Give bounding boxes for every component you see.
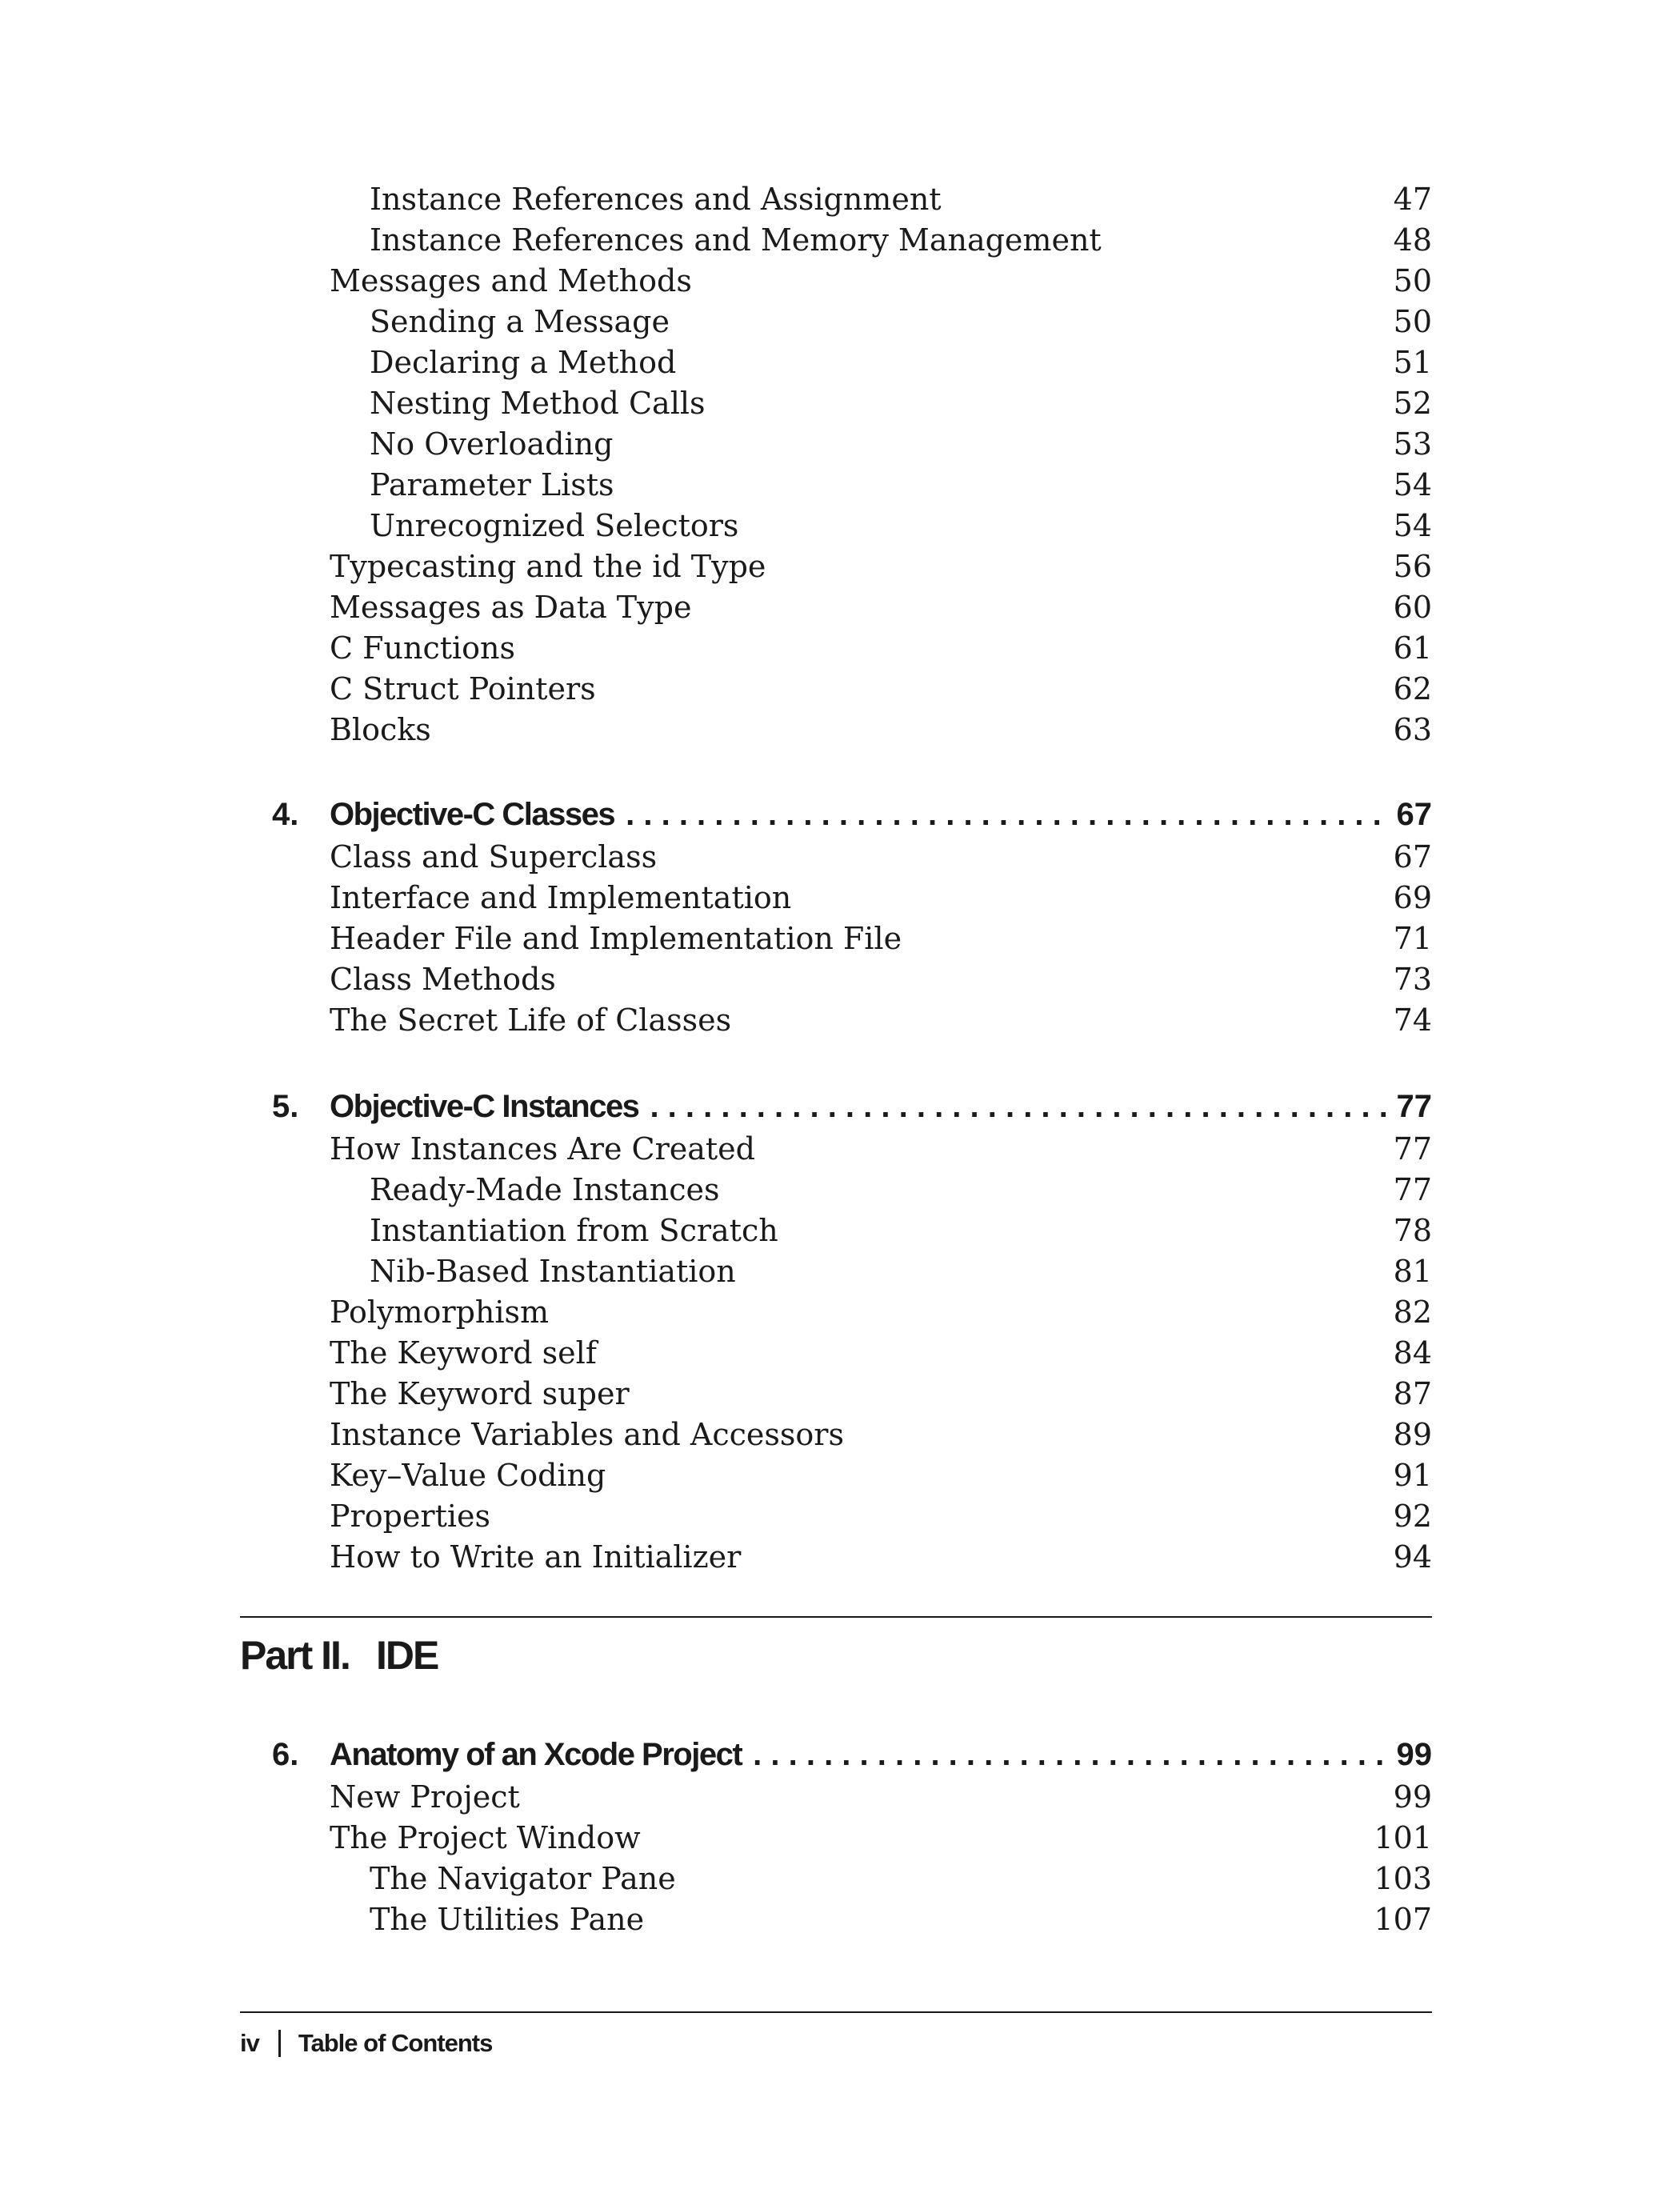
toc-entry-page: 50 xyxy=(1393,263,1432,298)
toc-entry-page: 51 xyxy=(1393,345,1432,380)
toc-entry-title: The Utilities Pane xyxy=(370,1902,645,1937)
chapter-title: Anatomy of an Xcode Project xyxy=(330,1737,742,1772)
toc-entry[interactable] xyxy=(240,1292,1432,1333)
toc-entry-title: New Project xyxy=(330,1779,520,1815)
toc-entry[interactable] xyxy=(240,342,1432,383)
dot-leader xyxy=(626,792,1390,837)
toc-entry-page: 48 xyxy=(1393,222,1432,258)
toc-entry-title: Parameter Lists xyxy=(370,467,614,502)
toc-entry[interactable] xyxy=(240,1496,1432,1537)
toc-entry-page: 77 xyxy=(1393,1172,1432,1207)
toc-entry[interactable] xyxy=(240,220,1432,261)
toc-entry[interactable] xyxy=(240,1000,1432,1041)
toc-entry-page: 56 xyxy=(1393,549,1432,584)
toc-entry-title: The Project Window xyxy=(330,1820,641,1855)
chapter-number: 4. xyxy=(272,797,299,832)
footer-separator xyxy=(278,2030,281,2057)
toc-entry-page: 73 xyxy=(1393,962,1432,997)
toc-entry-title: Unrecognized Selectors xyxy=(370,508,739,543)
toc-entry-page: 62 xyxy=(1393,671,1432,706)
toc-entry-title: Interface and Implementation xyxy=(330,880,792,915)
toc-entry-page: 61 xyxy=(1393,630,1432,666)
toc-entry-title: Nesting Method Calls xyxy=(370,386,706,421)
toc-entry-title: Declaring a Method xyxy=(370,345,677,380)
toc-entry[interactable] xyxy=(240,1374,1432,1415)
chapter-4-section xyxy=(240,792,1432,1041)
toc-entry-page: 101 xyxy=(1374,1820,1432,1855)
toc-entry-title: Nib-Based Instantiation xyxy=(370,1254,736,1289)
toc-entry-title: How Instances Are Created xyxy=(330,1131,755,1167)
toc-entry-title: Class Methods xyxy=(330,962,556,997)
chapter-number: 5. xyxy=(272,1089,299,1124)
toc-entry-page: 91 xyxy=(1393,1458,1432,1493)
toc-entry-page: 107 xyxy=(1374,1902,1432,1937)
toc-entry-page: 53 xyxy=(1393,426,1432,462)
toc-entry-title: The Secret Life of Classes xyxy=(330,1002,732,1038)
chapter-page: 99 xyxy=(1396,1737,1432,1772)
chapter-heading[interactable] xyxy=(240,792,1432,837)
toc-entry-title: Sending a Message xyxy=(370,304,670,339)
toc-entry-page: 99 xyxy=(1393,1779,1432,1815)
toc-entry-page: 84 xyxy=(1393,1335,1432,1371)
toc-entry[interactable] xyxy=(240,1455,1432,1496)
toc-entry[interactable] xyxy=(240,1333,1432,1374)
toc-entry-page: 50 xyxy=(1393,304,1432,339)
toc-entry-page: 94 xyxy=(1393,1539,1432,1575)
dot-leader xyxy=(753,1732,1390,1777)
part-label: Part II. xyxy=(240,1633,350,1678)
toc-entry[interactable] xyxy=(240,424,1432,465)
toc-entry[interactable] xyxy=(240,1537,1432,1578)
toc-entry[interactable] xyxy=(240,1129,1432,1170)
toc-entry-page: 54 xyxy=(1393,508,1432,543)
toc-entry-page: 81 xyxy=(1393,1254,1432,1289)
footer-running-title: Table of Contents xyxy=(298,2029,493,2057)
toc-entry[interactable] xyxy=(240,1415,1432,1455)
toc-entry-title: C Functions xyxy=(330,630,516,666)
toc-entry-page: 103 xyxy=(1374,1861,1432,1896)
toc-entry[interactable] xyxy=(240,383,1432,424)
toc-entry-title: Typecasting and the id Type xyxy=(330,549,766,584)
toc-entry-title: How to Write an Initializer xyxy=(330,1539,742,1575)
page-footer xyxy=(240,2029,492,2058)
toc-entry[interactable] xyxy=(240,302,1432,342)
toc-entry-title: Instance References and Memory Management xyxy=(370,222,1102,258)
part-divider-rule xyxy=(240,1616,1432,1618)
toc-entry-page: 74 xyxy=(1393,1002,1432,1038)
toc-entry[interactable] xyxy=(240,1859,1432,1899)
toc-entry-page: 87 xyxy=(1393,1376,1432,1411)
toc-entry[interactable] xyxy=(240,465,1432,506)
chapter-title: Objective-C Instances xyxy=(330,1089,639,1124)
toc-entry-page: 69 xyxy=(1393,880,1432,915)
toc-entry-title: Ready-Made Instances xyxy=(370,1172,720,1207)
toc-entry[interactable] xyxy=(240,261,1432,302)
chapter-6-section xyxy=(240,1732,1432,1940)
toc-entry-title: No Overloading xyxy=(370,426,614,462)
toc-entry[interactable] xyxy=(240,878,1432,918)
toc-entry-page: 63 xyxy=(1393,712,1432,747)
toc-entry[interactable] xyxy=(240,1777,1432,1818)
chapter-heading[interactable] xyxy=(240,1084,1432,1129)
toc-entry-title: The Navigator Pane xyxy=(370,1861,676,1896)
toc-entry-page: 54 xyxy=(1393,467,1432,502)
toc-entry[interactable] xyxy=(240,959,1432,1000)
chapter-5-section xyxy=(240,1084,1432,1578)
toc-entry-page: 52 xyxy=(1393,386,1432,421)
toc-entry-page: 47 xyxy=(1393,182,1432,217)
toc-entry[interactable] xyxy=(240,179,1432,220)
toc-entry[interactable] xyxy=(240,837,1432,878)
toc-entry-page: 92 xyxy=(1393,1499,1432,1534)
chapter-page: 77 xyxy=(1396,1089,1432,1124)
toc-entry[interactable] xyxy=(240,1818,1432,1859)
toc-entry-title: Class and Superclass xyxy=(330,839,658,874)
toc-entry-title: Messages and Methods xyxy=(330,263,692,298)
toc-entry-title: Instance References and Assignment xyxy=(370,182,942,217)
chapter-page: 67 xyxy=(1396,797,1432,832)
toc-entry-page: 77 xyxy=(1393,1131,1432,1167)
toc-entry-title: Messages as Data Type xyxy=(330,590,692,625)
toc-entry-title: The Keyword super xyxy=(330,1376,630,1411)
toc-entry[interactable] xyxy=(240,1251,1432,1292)
toc-entry[interactable] xyxy=(240,506,1432,546)
toc-entry-title: Polymorphism xyxy=(330,1295,550,1330)
toc-entry[interactable] xyxy=(240,669,1432,710)
toc-entry[interactable] xyxy=(240,1170,1432,1211)
part-title: IDE xyxy=(376,1633,438,1678)
toc-entry-title: Header File and Implementation File xyxy=(330,921,902,956)
toc-entry-title: Instantiation from Scratch xyxy=(370,1213,778,1248)
toc-entry-title: Instance Variables and Accessors xyxy=(330,1417,844,1452)
toc-entry-page: 67 xyxy=(1393,839,1432,874)
chapter-number: 6. xyxy=(272,1737,299,1772)
toc-entry[interactable] xyxy=(240,546,1432,587)
chapter-title: Objective-C Classes xyxy=(330,797,615,832)
dot-leader xyxy=(650,1084,1390,1129)
toc-entry-page: 60 xyxy=(1393,590,1432,625)
toc-entry-title: Key–Value Coding xyxy=(330,1458,606,1493)
toc-entry-page: 89 xyxy=(1393,1417,1432,1452)
toc-entry[interactable] xyxy=(240,1899,1432,1940)
footer-page-number: iv xyxy=(240,2029,259,2057)
toc-entry-page: 82 xyxy=(1393,1295,1432,1330)
toc-entry-page: 78 xyxy=(1393,1213,1432,1248)
toc-entry[interactable] xyxy=(240,918,1432,959)
toc-entry-title: Blocks xyxy=(330,712,431,747)
toc-entry-title: Properties xyxy=(330,1499,491,1534)
toc-entry[interactable] xyxy=(240,1211,1432,1251)
toc-entry-title: The Keyword self xyxy=(330,1335,597,1371)
chapter-heading[interactable] xyxy=(240,1732,1432,1777)
toc-entry[interactable] xyxy=(240,628,1432,669)
toc-entry[interactable] xyxy=(240,710,1432,750)
footer-rule xyxy=(240,2011,1432,2013)
toc-entry-page: 71 xyxy=(1393,921,1432,956)
continued-entries xyxy=(240,179,1432,750)
toc-entry[interactable] xyxy=(240,587,1432,628)
toc-entry-title: C Struct Pointers xyxy=(330,671,596,706)
